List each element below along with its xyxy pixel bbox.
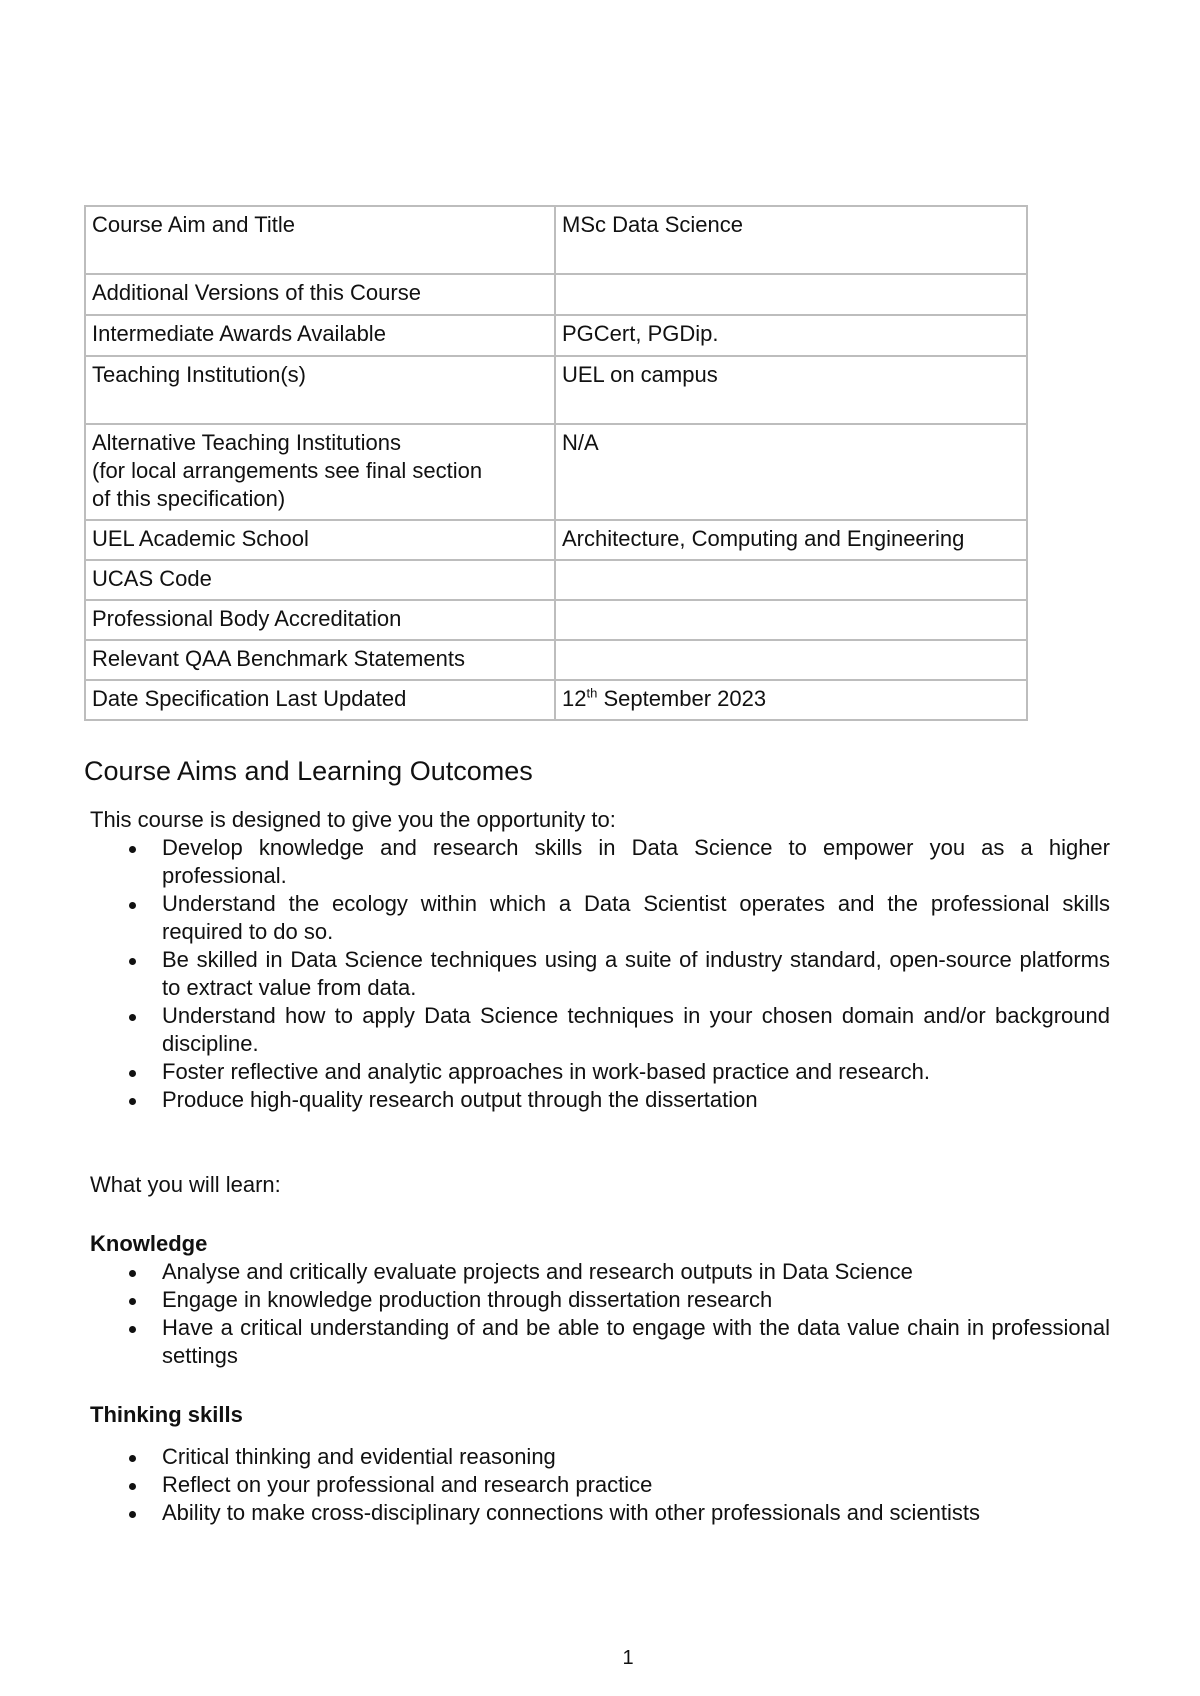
list-item: Analyse and critically evaluate projects and research outputs in Data Science [90,1258,1110,1286]
table-row [85,520,1027,560]
table-row [85,424,1027,520]
list-item: Foster reflective and analytic approaches in work-based practice and research. [90,1058,1110,1086]
list-item: Understand the ecology within which a Data Scientist operates and the professional skills required to do so. [90,890,1110,946]
course-spec-table [84,205,1028,721]
date-day: 12 [562,686,587,711]
row-label: Course Aim and Title [85,206,555,274]
knowledge-bullet-list [90,1258,1110,1370]
table-row [85,640,1027,680]
row-label: Alternative Teaching Institutions (for local arrangements see final section of this specification) [85,424,555,520]
section-heading-aims: Course Aims and Learning Outcomes [84,756,533,786]
table-row [85,274,1027,315]
aims-intro: This course is designed to give you the opportunity to: [90,807,616,832]
list-item: Understand how to apply Data Science techniques in your chosen domain and/or background discipline. [90,1002,1110,1058]
row-label: Relevant QAA Benchmark Statements [85,640,555,680]
table-row [85,315,1027,356]
page-number: 1 [622,1647,634,1669]
table-row [85,680,1027,720]
list-item: Reflect on your professional and research practice [90,1471,1110,1499]
thinking-skills-bullet-list [90,1443,1110,1527]
row-value [555,560,1027,600]
list-item: Produce high-quality research output through the dissertation [90,1086,1110,1114]
row-label: Date Specification Last Updated [85,680,555,720]
date-month-year: September 2023 [597,686,767,711]
table-row [85,206,1027,274]
knowledge-heading: Knowledge [90,1231,208,1256]
row-value-date [555,680,1027,720]
row-value: Architecture, Computing and Engineering [555,520,1027,560]
list-item: Critical thinking and evidential reasoning [90,1443,1110,1471]
row-label: UCAS Code [85,560,555,600]
list-item: Be skilled in Data Science techniques using a suite of industry standard, open-source platforms to extract value from data. [90,946,1110,1002]
row-value: MSc Data Science [555,206,1027,274]
date-ordinal-suffix: th [586,685,598,701]
aims-bullet-list [90,834,1110,1114]
row-label: Teaching Institution(s) [85,356,555,424]
table-row [85,356,1027,424]
list-item: Have a critical understanding of and be able to engage with the data value chain in professional settings [90,1314,1110,1370]
table-row [85,560,1027,600]
row-label: Professional Body Accreditation [85,600,555,640]
row-value: N/A [555,424,1027,520]
row-label: Intermediate Awards Available [85,315,555,356]
table-row [85,600,1027,640]
list-item: Engage in knowledge production through dissertation research [90,1286,1110,1314]
row-value: PGCert, PGDip. [555,315,1027,356]
row-value [555,640,1027,680]
row-label: UEL Academic School [85,520,555,560]
row-value [555,274,1027,315]
row-value [555,600,1027,640]
row-label: Additional Versions of this Course [85,274,555,315]
learn-intro: What you will learn: [90,1172,281,1197]
list-item: Ability to make cross-disciplinary connections with other professionals and scientists [90,1499,1110,1527]
thinking-skills-heading: Thinking skills [90,1402,243,1427]
list-item: Develop knowledge and research skills in Data Science to empower you as a higher professional. [90,834,1110,890]
row-value: UEL on campus [555,356,1027,424]
